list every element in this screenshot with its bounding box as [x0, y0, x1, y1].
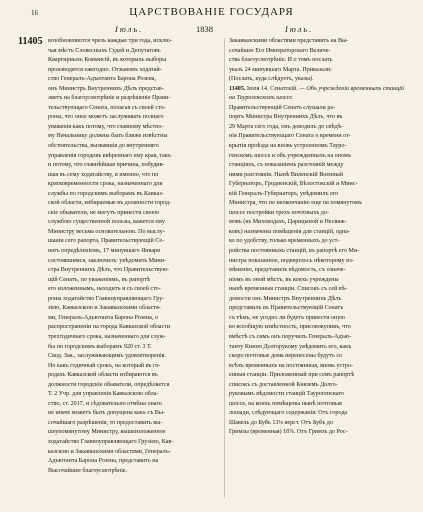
section-heading — [229, 85, 404, 104]
text-line: съ тѣмъ, не угодно ли будетъ привести оную — [229, 314, 345, 321]
text-line: ляетъ на благоусмотрѣніе и разрѣшеніе Прави- — [48, 95, 171, 102]
month-left: Іюль. — [115, 24, 144, 34]
year: 1838 — [196, 24, 213, 34]
text-line: ми, Генералъ-Адъютанта Барона Розена, о — [48, 314, 158, 321]
right-column-body — [229, 104, 404, 438]
text-line: нынѣ временныя станціи. Списокъ съ сей вѣ- — [229, 286, 348, 293]
text-line: роны ходатайство Главноуправляющаго Гру- — [48, 295, 165, 302]
text-line: нія Правительствующаго Сената о времени от- — [229, 133, 351, 140]
text-line: Адъютанта Барона Розена, представить на — [48, 458, 159, 465]
text-line: руковымъ вѣдомости станцій Таурогенскаго — [229, 391, 344, 398]
text-line: Министра, что по неокончанію еще на помянутомъ — [229, 200, 363, 207]
text-line: Т. 2 Учр. для управленія Кавказскою обла- — [48, 391, 159, 398]
column-divider — [224, 38, 225, 498]
text-line: шоссе, на коихъ помѣщены нынѣ почтовыя — [229, 400, 342, 407]
running-title: ЦАРСТВОВАНІЕ ГОСУДАРЯ — [129, 6, 294, 18]
text-line: Губернаторъ, Гродненскій, Бѣлостокскій и Минс- — [229, 181, 358, 188]
text-line: лошади, слѣдующаго содержанія: Отъ города — [229, 410, 348, 417]
text-line: (Послать, куда слѣдуетъ, указы). — [229, 76, 314, 83]
text-line: роны, что оное можетъ заслуживать полнаго — [48, 114, 164, 121]
text-line: домости онъ Министръ Внутреннихъ Дѣлъ — [229, 295, 342, 302]
text-line: стію, ст. 2017, и сѣдовательно отмѣна онаго — [48, 400, 162, 407]
text-line: станціяхъ, съ показаніемъ разстояній между — [229, 162, 344, 169]
text-line: состоявшимся, заключилъ: увѣдомить Мини- — [48, 257, 166, 264]
text-line: генскомъ шоссе и объ учрежденныхъ на ономъ — [229, 152, 351, 159]
text-line: шеупомянутому Министру, вышеизложенное — [48, 429, 166, 436]
text-line: ройства постоянныхъ станцій, въ рапортѣ его Ми- — [229, 248, 360, 255]
text-line: скоро почтовые дома перенесены будутъ со — [229, 353, 343, 360]
marginal-section-number: 11405 — [18, 36, 43, 47]
text-line: бы по городскимъ выборамъ 920 ст. 3 Т. — [48, 343, 152, 350]
text-line: всѣхъ временныхъ на постоянныя, вновь устро- — [229, 362, 354, 369]
text-line: сочайшее Его Императорскаго Величе- — [229, 47, 331, 54]
text-line: уваженія какъ потому, что главному мѣстно- — [48, 123, 164, 130]
text-line: крытія проѣзда на вновь устроенномъ Тауро- — [229, 143, 347, 150]
text-line: енныя станціи. Приложенный при семъ рапортѣ — [229, 372, 355, 379]
right-column — [229, 37, 404, 438]
text-line: ходатайство Главноуправляющаго Грузіею, Кав- — [48, 438, 174, 445]
section-number: 11405. — [229, 85, 246, 92]
text-line: его изложеннымъ, находитъ и съ своей сто- — [48, 286, 161, 293]
text-line: Министру весьма основательною. По выслу- — [48, 228, 165, 235]
text-line: ской области, избираемые въ должности город- — [48, 200, 172, 207]
text-line: нистра показанное, подверглось нѣкоторому из- — [229, 257, 354, 264]
text-line: тельствующаго Сената, полагая съ своей сто- — [48, 104, 166, 111]
text-line: кратковременности срока, назначеннаго для — [48, 181, 163, 188]
text-line: кій Генералъ-Губернаторъ, увѣдомилъ его — [229, 190, 339, 197]
text-line: Свод. Зак., заслуживающимъ удовлетворенія. — [48, 353, 166, 360]
text-line: скіе обыватели, не могутъ принести своею — [48, 209, 159, 216]
text-line: щій Сенатъ, по уваженіямъ, въ рапортѣ — [48, 276, 151, 283]
text-line: должности городскіе обыватели, опредѣляется — [48, 381, 170, 388]
text-line: ство Генералъ-Адъютанта Барона Розена, — [48, 76, 156, 83]
text-line: шоссе постройки трехъ почтовыхъ до- — [229, 209, 329, 216]
text-line: ковъ) назначены помѣщенія для станцій, одна- — [229, 228, 351, 235]
text-line: родахъ Кавказской области избираются въ — [48, 372, 158, 379]
text-line: вмѣстѣ съ симъ онъ поручилъ Генералъ-Адъю- — [229, 333, 352, 340]
text-line: стра Внутреннихъ Дѣлъ, что Правительствую- — [48, 267, 169, 274]
text-line: трехгодичнаго срока, назначеннаго для служ- — [48, 333, 166, 340]
text-line: натъ опредѣленіемъ, 17 минувшаго Января — [48, 248, 160, 255]
text-line: возобновляются чрезъ каждые три года, исклю- — [48, 38, 172, 44]
section-title: — Объ учрежденіи временныхъ станцій на Таурогенскомъ шоссе. — [229, 85, 404, 102]
section-date: Іюля 14. Сенатскій. — [247, 85, 298, 92]
text-line: Шавель до Бубъ 13⅛ верст. Отъ Бубъ до — [229, 419, 333, 426]
text-line: танту Князю Долгорукому увѣдомить его, какъ — [229, 343, 352, 350]
text-line: ніемъ въ оной мѣстъ, въ коихъ учреждены — [229, 276, 339, 283]
text-line: мѣненію, представилъ вѣдомость, съ означе- — [229, 267, 346, 274]
text-line: Гримзы (временная) 18⅞. Отъ Гримзъ до Рос- — [229, 429, 348, 436]
text-line: ко по удобству, только временныхъ до уст- — [229, 238, 340, 245]
text-line: Высочайшее благоусмотрѣніе. — [48, 467, 128, 474]
text-line: Правительствующій Сенатъ слушали ра- — [229, 104, 336, 111]
date-subheader — [0, 24, 423, 38]
text-line: шая въ сему ходатайству, и именно, что по — [48, 171, 159, 178]
left-column — [48, 37, 220, 476]
text-line: списокъ съ доставленной Княземъ Долго- — [229, 381, 338, 388]
text-line: управленія городовъ ввѣреннаго ему края, такъ — [48, 152, 171, 159]
text-line: службы по городскимъ выборамъ въ Кавказ- — [48, 190, 164, 197]
text-line: сочайшаго разрѣшенія, то предоставить вы- — [48, 419, 163, 426]
text-line: ними разстоянія. Нынѣ Виленскій Военный — [229, 171, 343, 178]
text-line: му Начальнику должны быть ближе извѣстны — [48, 133, 168, 140]
text-line: Но какъ годичный срокъ, на который въ го- — [48, 362, 161, 369]
right-column-continuation — [229, 37, 404, 85]
text-line: онъ Министръ Внутреннихъ Дѣлъ представ- — [48, 85, 164, 92]
text-line: шаніи сего рапорта, Правительствующій Се- — [48, 238, 165, 245]
text-line: Закавказскими областями представить на Вы- — [229, 38, 349, 44]
text-line: представилъ въ Правительствующій Сенатъ — [229, 305, 344, 312]
text-line: мовъ (въ Миховодахъ, Царицыной и Несвиж- — [229, 219, 347, 226]
text-line: 29 Марта сего года, онъ доводилъ до свѣдѣ- — [229, 123, 344, 130]
text-line: Квартирныхъ Коммисій, въ которыхъ выборы — [48, 57, 167, 64]
month-right: Іюль. — [285, 24, 314, 34]
text-line: ства благоусмотрѣніе. И о томъ послать — [229, 57, 333, 64]
page-header — [0, 0, 423, 22]
text-line: производятся ежегодно. Отзывомъ ходатай- — [48, 66, 162, 73]
text-line: указъ 24 минувшаго Марта. Приказали: — [229, 66, 332, 73]
text-line: зіею, Кавказскою и Закавказскими областя- — [48, 305, 161, 312]
text-line: портъ Министра Внутреннихъ Дѣлъ, что въ — [229, 114, 343, 121]
text-line: во всеобщую извѣстность, присовокупивъ, что — [229, 324, 351, 331]
text-line: не иначе можетъ быть допущена какъ съ Вы- — [48, 410, 165, 417]
text-line: распространеніи на города Кавказской области — [48, 324, 171, 331]
text-line: чая мѣстъ Словесныхъ Судей и Депутатовъ — [48, 47, 161, 54]
text-line: и потому, что главнѣйшая причина, побудив- — [48, 162, 165, 169]
text-line: обстоятельства, вызвавшія до внутренняго — [48, 143, 159, 150]
text-line: службою существенной пользы, кажется ему — [48, 219, 165, 226]
page-number: 16 — [31, 9, 38, 17]
text-line: казскою и Закавказскими областями, Генералъ- — [48, 448, 171, 455]
